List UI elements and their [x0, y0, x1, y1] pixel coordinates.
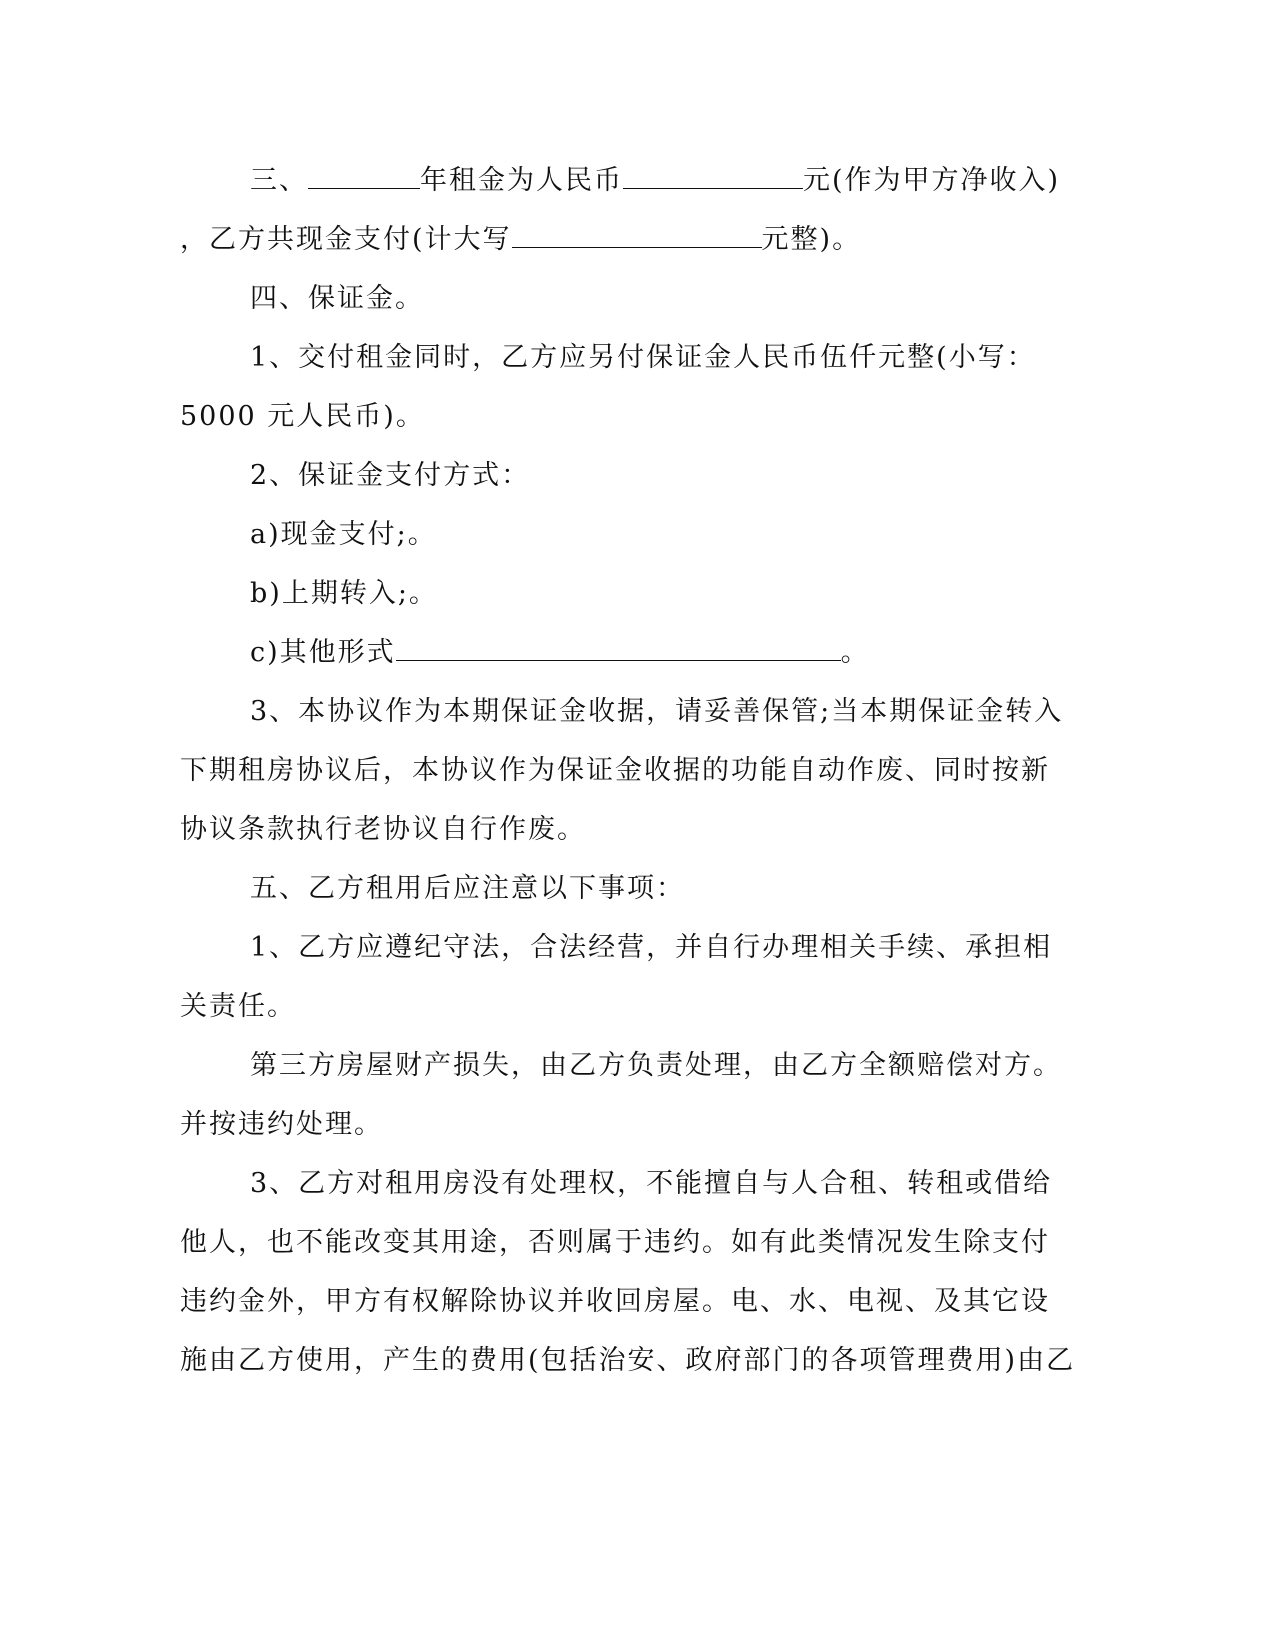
fill-in-blank — [308, 166, 420, 189]
list-item — [250, 630, 1150, 676]
text-line: 1、交付租金同时，乙方应另付保证金人民币伍仟元整(小写： — [250, 342, 1036, 373]
text-segment: 元(作为甲方净收入) — [803, 165, 1061, 196]
text-line — [250, 158, 1150, 204]
text-line: 违约金外，甲方有权解除协议并收回房屋。电、水、电视、及其它设 — [180, 1286, 1050, 1317]
text-line: 3、乙方对租用房没有处理权，不能擅自与人合租、转租或借给 — [250, 1168, 1053, 1199]
list-item: a)现金支付;。 — [250, 519, 437, 550]
text-line: 他人，也不能改变其用途，否则属于违约。如有此类情况发生除支付 — [180, 1227, 1050, 1258]
text-segment: 元整)。 — [761, 224, 862, 255]
text-segment: c)其他形式 — [250, 637, 396, 668]
list-item: b)上期转入;。 — [250, 578, 438, 609]
text-line: 并按违约处理。 — [180, 1109, 383, 1140]
section-heading: 四、保证金。 — [250, 283, 424, 314]
section-heading: 五、乙方租用后应注意以下事项： — [250, 873, 685, 904]
text-line: 关责任。 — [180, 991, 296, 1022]
text-line: 3、本协议作为本期保证金收据，请妥善保管;当本期保证金转入 — [250, 696, 1064, 727]
fill-in-blank — [512, 225, 762, 248]
text-segment: 。 — [840, 637, 870, 668]
text-segment: ，乙方共现金支付(计大写 — [180, 224, 512, 255]
text-line: 5000 元人民币)。 — [180, 401, 425, 432]
fill-in-blank — [396, 638, 841, 661]
text-line: 2、保证金支付方式： — [250, 460, 531, 491]
text-segment: 年租金为人民币 — [420, 165, 623, 196]
text-line: 第三方房屋财产损失，由乙方负责处理，由乙方全额赔偿对方。 — [250, 1050, 1062, 1081]
text-line: 协议条款执行老协议自行作废。 — [180, 814, 586, 845]
text-segment: 三、 — [250, 165, 308, 196]
text-line — [180, 217, 1080, 263]
text-line: 1、乙方应遵纪守法，合法经营，并自行办理相关手续、承担相 — [250, 932, 1053, 963]
text-line: 施由乙方使用，产生的费用(包括治安、政府部门的各项管理费用)由乙 — [180, 1345, 1076, 1376]
fill-in-blank — [623, 166, 803, 189]
text-line: 下期租房协议后，本协议作为保证金收据的功能自动作废、同时按新 — [180, 755, 1050, 786]
